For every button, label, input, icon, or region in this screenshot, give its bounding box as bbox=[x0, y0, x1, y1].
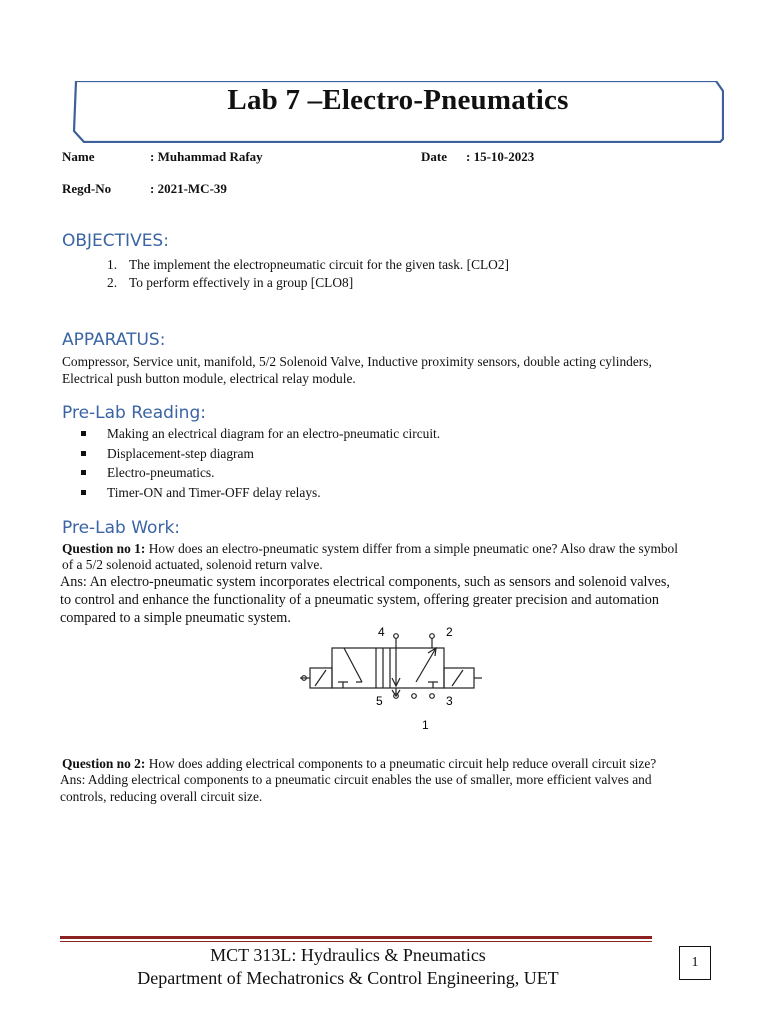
prelab-work-heading: Pre-Lab Work: bbox=[62, 518, 181, 538]
name-label: Name bbox=[62, 149, 95, 164]
question-text: How does adding electrical components to a pneumatic circuit help reduce overall circuit size? bbox=[145, 756, 657, 771]
question-label: Question no 1: bbox=[62, 541, 146, 556]
answer-1-line: Ans: An electro-pneumatic system incorporates electrical components, such as sensors and solenoid valves, bbox=[60, 574, 670, 590]
list-item bbox=[81, 465, 440, 485]
list-number: 2. bbox=[107, 275, 118, 290]
list-item bbox=[81, 446, 440, 466]
bullet-icon bbox=[81, 470, 86, 475]
list-text: Making an electrical diagram for an electro-pneumatic circuit. bbox=[107, 426, 441, 441]
regd-label: Regd-No bbox=[62, 181, 112, 196]
footer-divider-thick bbox=[60, 936, 652, 939]
question-label: Question no 2: bbox=[62, 756, 146, 771]
port-label: 1 bbox=[422, 718, 429, 732]
answer-2-line: Ans: Adding electrical components to a pneumatic circuit enables the use of smaller, more efficient valves and bbox=[60, 772, 652, 787]
answer-1-line: compared to a simple pneumatic system. bbox=[60, 610, 291, 626]
question-1-line2: of a 5/2 solenoid actuated, solenoid return valve. bbox=[62, 557, 323, 572]
list-item bbox=[81, 426, 440, 446]
bullet-icon bbox=[81, 431, 86, 436]
port-label: 4 bbox=[378, 625, 385, 639]
question-1 bbox=[62, 540, 678, 557]
port-label: 2 bbox=[446, 625, 453, 639]
list-text: To perform effectively in a group [CLO8] bbox=[129, 275, 354, 290]
name-value: : Muhammad Rafay bbox=[150, 149, 263, 164]
apparatus-line: Electrical push button module, electrical relay module. bbox=[62, 371, 356, 386]
list-number: 1. bbox=[107, 257, 118, 272]
apparatus-heading: APPARATUS: bbox=[62, 330, 166, 350]
answer-2-line: controls, reducing overall circuit size. bbox=[60, 789, 263, 804]
prelab-reading-heading: Pre-Lab Reading: bbox=[62, 403, 206, 423]
list-item bbox=[107, 275, 509, 293]
question-2 bbox=[62, 755, 656, 772]
answer-1-line: to control and enhance the functionality of a pneumatic system, offering greater precision and automation bbox=[60, 592, 659, 608]
page-title: Lab 7 –Electro-Pneumatics bbox=[227, 84, 569, 116]
question-text: How does an electro-pneumatic system differ from a simple pneumatic one? Also draw the symbol bbox=[145, 541, 678, 556]
date-value: : 15-10-2023 bbox=[466, 149, 535, 164]
valve-5-2-symbol-icon bbox=[296, 620, 486, 738]
bullet-icon bbox=[81, 451, 86, 456]
footer-department: Department of Mechatronics & Control Engineering, UET bbox=[137, 968, 559, 988]
apparatus-line: Compressor, Service unit, manifold, 5/2 Solenoid Valve, Inductive proximity sensors, double acting cylinders, bbox=[62, 354, 652, 369]
list-item bbox=[107, 257, 509, 275]
prelab-reading-list bbox=[81, 426, 440, 504]
list-item bbox=[81, 485, 440, 505]
date-label: Date bbox=[421, 149, 447, 164]
port-label: 5 bbox=[376, 694, 383, 708]
port-label: 3 bbox=[446, 694, 453, 708]
list-text: The implement the electropneumatic circuit for the given task. [CLO2] bbox=[129, 257, 510, 272]
list-text: Electro-pneumatics. bbox=[107, 465, 215, 480]
regd-value: : 2021-MC-39 bbox=[150, 181, 227, 196]
objectives-heading: OBJECTIVES: bbox=[62, 231, 169, 251]
list-text: Timer-ON and Timer-OFF delay relays. bbox=[107, 484, 321, 500]
footer-course: MCT 313L: Hydraulics & Pneumatics bbox=[210, 945, 486, 965]
page-number: 1 bbox=[679, 946, 711, 980]
objectives-list bbox=[107, 257, 509, 293]
list-text: Displacement-step diagram bbox=[107, 445, 254, 461]
footer-divider-thin bbox=[60, 941, 652, 942]
bullet-icon bbox=[81, 490, 86, 495]
